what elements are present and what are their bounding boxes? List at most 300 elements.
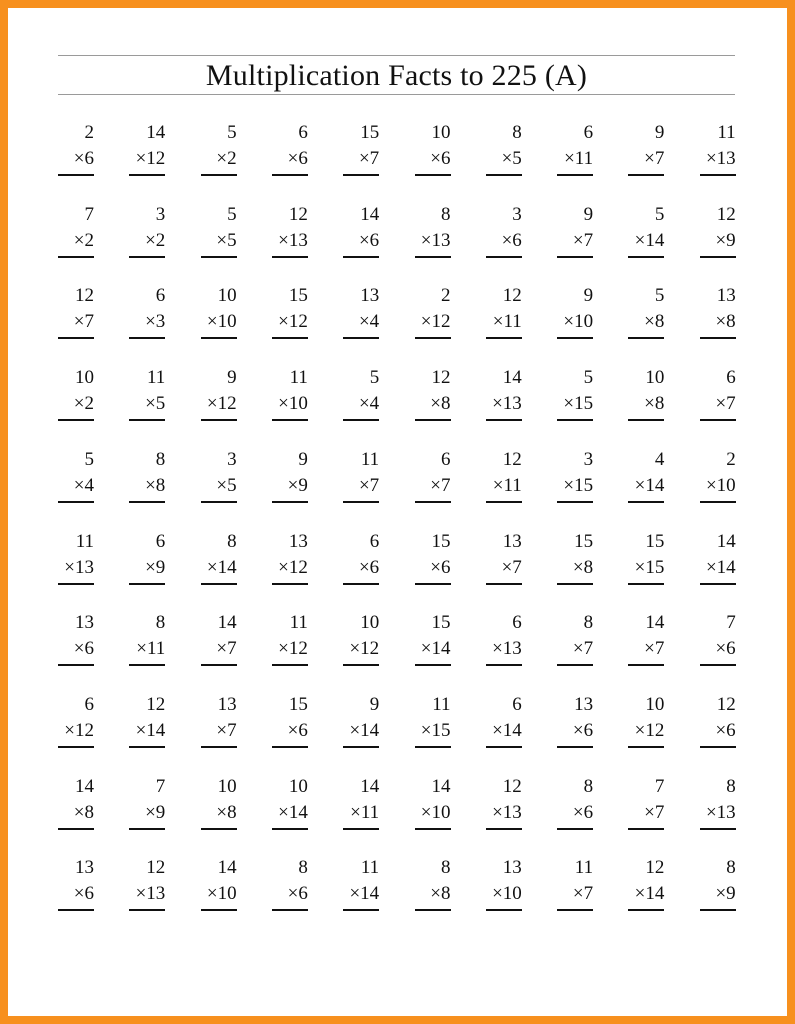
answer-line [700,501,736,503]
multiplier: ×7 [501,556,522,578]
answer-line [486,583,522,585]
multiplier: ×6 [287,148,308,169]
problem [628,692,664,748]
problem [486,529,522,585]
answer-line [486,256,522,258]
answer-line [700,337,736,339]
multiplier: ×14 [349,719,380,741]
multiplier: ×7 [358,474,380,496]
answer-line [343,174,379,176]
problem [700,120,736,176]
answer-line [628,909,664,911]
multiplicand: 6 [84,693,94,715]
answer-line [272,419,308,421]
problem [486,855,522,911]
answer-line [628,419,664,421]
multiplier: ×8 [715,311,736,333]
problem [343,202,379,258]
multiplier: ×6 [287,883,308,905]
multiplier: ×9 [145,801,166,823]
problem [415,120,451,176]
multiplicand: 12 [502,775,522,797]
multiplicand: 10 [217,285,237,307]
problem [129,447,165,503]
answer-line [486,664,522,666]
problem [272,692,308,748]
answer-line [58,174,94,176]
problem [201,692,237,748]
multiplicand: 3 [512,203,522,225]
multiplier: ×12 [420,311,451,333]
problem [343,120,379,176]
multiplier: ×14 [492,719,522,741]
problem [700,774,736,830]
problem [343,774,379,830]
problem [415,692,451,748]
problem [272,202,308,258]
problem [272,610,308,666]
problem [201,610,237,666]
multiplicand: 10 [431,122,451,143]
problem [272,365,308,421]
multiplier: ×6 [287,719,308,741]
multiplier: ×6 [358,229,380,251]
multiplicand: 12 [75,285,94,307]
multiplicand: 6 [583,122,594,143]
problem [557,529,593,585]
answer-line [486,501,522,503]
multiplicand: 15 [288,285,308,307]
problem [343,855,379,911]
answer-line [486,174,522,176]
multiplier: ×14 [349,883,380,905]
multiplicand: 3 [227,448,237,470]
problem [58,529,94,585]
multiplier: ×6 [572,801,594,823]
multiplier: ×13 [705,801,736,823]
multiplier: ×7 [644,801,665,823]
multiplier: ×4 [358,393,380,415]
multiplicand: 5 [227,122,237,143]
multiplier: ×11 [136,638,166,660]
multiplicand: 13 [574,693,594,715]
answer-line [557,174,593,176]
problem [557,610,593,666]
multiplicand: 9 [583,203,594,225]
problem [628,610,664,666]
answer-line [415,501,451,503]
problem [486,202,522,258]
multiplier: ×2 [145,229,166,251]
problem [343,283,379,339]
multiplier: ×10 [420,801,451,823]
multiplicand: 13 [288,530,308,552]
multiplier: ×13 [64,556,94,578]
problem [628,202,664,258]
answer-line [272,501,308,503]
multiplicand: 15 [431,612,451,634]
answer-line [129,256,165,258]
multiplier: ×6 [358,556,380,578]
multiplicand: 15 [360,122,380,143]
multiplier: ×14 [206,556,237,578]
multiplier: ×15 [634,556,665,578]
multiplicand: 8 [726,857,736,879]
multiplier: ×10 [563,311,594,333]
problem [486,283,522,339]
answer-line [272,583,308,585]
multiplier: ×7 [358,148,380,169]
multiplicand: 2 [441,285,451,307]
multiplicand: 13 [716,285,736,307]
problem [201,120,237,176]
answer-line [272,256,308,258]
answer-line [700,664,736,666]
multiplier: ×12 [206,393,237,415]
problem [58,692,94,748]
multiplier: ×8 [572,556,594,578]
multiplicand: 3 [583,448,594,470]
multiplicand: 6 [155,285,166,307]
multiplicand: 13 [502,857,522,879]
multiplier: ×7 [572,229,594,251]
answer-line [486,828,522,830]
problem [201,283,237,339]
answer-line [343,909,379,911]
answer-line [700,746,736,748]
answer-line [201,746,237,748]
multiplicand: 11 [360,857,380,879]
multiplicand: 15 [431,530,451,552]
multiplier: ×6 [501,229,522,251]
answer-line [129,583,165,585]
answer-line [201,174,237,176]
multiplier: ×13 [420,229,451,251]
multiplicand: 14 [645,612,665,634]
problem [486,365,522,421]
problem [129,692,165,748]
multiplicand: 14 [217,857,237,879]
answer-line [486,337,522,339]
multiplicand: 15 [288,693,308,715]
multiplicand: 5 [583,367,594,389]
multiplicand: 12 [502,285,522,307]
problem [486,120,522,176]
answer-line [201,664,237,666]
answer-line [557,909,593,911]
multiplier: ×14 [634,229,665,251]
multiplier: ×7 [644,638,665,660]
problem [415,202,451,258]
multiplicand: 10 [645,693,665,715]
answer-line [415,174,451,176]
multiplicand: 7 [726,612,736,634]
problem [557,855,593,911]
problem [628,855,664,911]
multiplicand: 4 [654,448,665,470]
answer-line [58,419,94,421]
answer-line [58,501,94,503]
multiplicand: 10 [288,775,308,797]
answer-line [58,256,94,258]
multiplicand: 14 [360,775,380,797]
problem [201,447,237,503]
multiplicand: 12 [431,367,451,389]
multiplicand: 7 [84,203,94,225]
problem [628,365,664,421]
multiplier: ×7 [644,148,665,169]
multiplicand: 13 [502,530,522,552]
answer-line [700,174,736,176]
answer-line [272,174,308,176]
problem [58,120,94,176]
multiplicand: 6 [155,530,166,552]
multiplicand: 2 [84,122,94,143]
problem [129,774,165,830]
multiplicand: 12 [645,857,665,879]
problem [700,365,736,421]
problem [557,120,593,176]
answer-line [557,501,593,503]
answer-line [415,746,451,748]
multiplier: ×3 [145,311,166,333]
multiplier: ×12 [349,638,380,660]
answer-line [628,746,664,748]
answer-line [628,501,664,503]
answer-line [343,664,379,666]
problem [58,610,94,666]
multiplicand: 11 [717,122,736,143]
multiplier: ×10 [206,311,237,333]
problem [343,529,379,585]
multiplicand: 11 [574,857,594,879]
answer-line [129,909,165,911]
multiplier: ×7 [715,393,736,415]
multiplicand: 13 [75,857,94,879]
answer-line [557,746,593,748]
problem [415,610,451,666]
problem [272,283,308,339]
multiplicand: 12 [502,448,522,470]
answer-line [343,583,379,585]
answer-line [201,501,237,503]
multiplier: ×13 [492,801,522,823]
multiplicand: 12 [716,203,736,225]
multiplier: ×8 [644,393,665,415]
problem [129,855,165,911]
multiplicand: 12 [146,693,166,715]
problem [415,774,451,830]
answer-line [415,337,451,339]
multiplier: ×12 [278,556,308,578]
problem [58,447,94,503]
multiplier: ×10 [492,883,522,905]
problem [415,529,451,585]
problem [272,447,308,503]
multiplier: ×12 [278,638,308,660]
answer-line [129,746,165,748]
answer-line [628,828,664,830]
multiplier: ×13 [278,229,308,251]
multiplier: ×9 [145,556,166,578]
multiplier: ×14 [634,883,665,905]
multiplier: ×6 [73,148,94,169]
problem [628,529,664,585]
multiplier: ×5 [145,393,166,415]
multiplicand: 14 [75,775,94,797]
problem [700,610,736,666]
problem [700,283,736,339]
problem [129,120,165,176]
problem [486,610,522,666]
problem [557,283,593,339]
multiplier: ×2 [73,393,94,415]
answer-line [129,501,165,503]
multiplier: ×10 [705,474,736,496]
multiplicand: 10 [75,367,94,389]
multiplier: ×15 [563,393,594,415]
problem [628,120,664,176]
problem [129,202,165,258]
multiplier: ×9 [715,229,736,251]
multiplicand: 14 [360,203,380,225]
multiplier: ×6 [73,883,94,905]
answer-line [557,828,593,830]
answer-line [343,501,379,503]
multiplier: ×6 [715,638,736,660]
problem [58,283,94,339]
answer-line [700,583,736,585]
answer-line [486,419,522,421]
worksheet-page [8,8,787,1016]
multiplier: ×2 [216,148,237,169]
answer-line [201,256,237,258]
multiplicand: 8 [583,612,594,634]
multiplicand: 11 [432,693,451,715]
answer-line [628,664,664,666]
answer-line [272,337,308,339]
multiplier: ×9 [715,883,736,905]
answer-line [129,419,165,421]
multiplicand: 14 [146,122,166,143]
problem [628,774,664,830]
multiplicand: 14 [217,612,237,634]
multiplier: ×12 [634,719,665,741]
multiplicand: 9 [654,122,665,143]
multiplicand: 11 [289,612,308,634]
answer-line [58,664,94,666]
problem [129,365,165,421]
multiplicand: 8 [155,448,166,470]
multiplier: ×13 [492,393,522,415]
problem [557,202,593,258]
multiplicand: 10 [360,612,380,634]
answer-line [557,583,593,585]
multiplicand: 5 [654,285,665,307]
multiplicand: 8 [583,775,594,797]
problem [343,610,379,666]
problem [628,447,664,503]
multiplicand: 6 [726,367,736,389]
multiplicand: 9 [298,448,308,470]
answer-line [628,256,664,258]
answer-line [58,583,94,585]
answer-line [129,174,165,176]
answer-line [700,256,736,258]
answer-line [700,909,736,911]
multiplier: ×14 [135,719,166,741]
multiplicand: 5 [369,367,380,389]
answer-line [58,909,94,911]
multiplier: ×8 [430,393,451,415]
multiplier: ×7 [216,638,237,660]
multiplicand: 6 [298,122,308,143]
answer-line [343,337,379,339]
problem [486,447,522,503]
multiplier: ×10 [206,883,237,905]
multiplicand: 8 [227,530,237,552]
multiplicand: 3 [155,203,166,225]
multiplier: ×15 [420,719,451,741]
multiplier: ×11 [564,148,594,169]
answer-line [415,664,451,666]
problem [201,529,237,585]
answer-line [201,419,237,421]
multiplier: ×11 [350,801,380,823]
multiplier: ×7 [430,474,451,496]
multiplier: ×14 [634,474,665,496]
multiplier: ×7 [216,719,237,741]
multiplier: ×12 [135,148,166,169]
multiplicand: 14 [431,775,451,797]
problem [343,447,379,503]
multiplier: ×15 [563,474,594,496]
problem [486,774,522,830]
multiplicand: 11 [147,367,166,389]
answer-line [700,419,736,421]
multiplicand: 15 [645,530,665,552]
answer-line [557,256,593,258]
multiplier: ×6 [715,719,736,741]
problem [557,365,593,421]
problem [272,120,308,176]
multiplier: ×11 [492,311,522,333]
multiplier: ×14 [705,556,736,578]
multiplicand: 11 [360,448,380,470]
problem [129,529,165,585]
problem [272,529,308,585]
answer-line [129,664,165,666]
multiplier: ×7 [73,311,94,333]
answer-line [272,664,308,666]
answer-line [628,583,664,585]
multiplicand: 6 [512,612,522,634]
multiplicand: 11 [289,367,308,389]
problem [58,855,94,911]
problem [58,202,94,258]
multiplicand: 8 [298,857,308,879]
answer-line [201,828,237,830]
problem [201,774,237,830]
problem [700,202,736,258]
multiplicand: 6 [369,530,380,552]
multiplicand: 5 [654,203,665,225]
answer-line [201,909,237,911]
multiplier: ×6 [572,719,594,741]
answer-line [557,419,593,421]
multiplicand: 6 [441,448,451,470]
multiplicand: 13 [360,285,380,307]
